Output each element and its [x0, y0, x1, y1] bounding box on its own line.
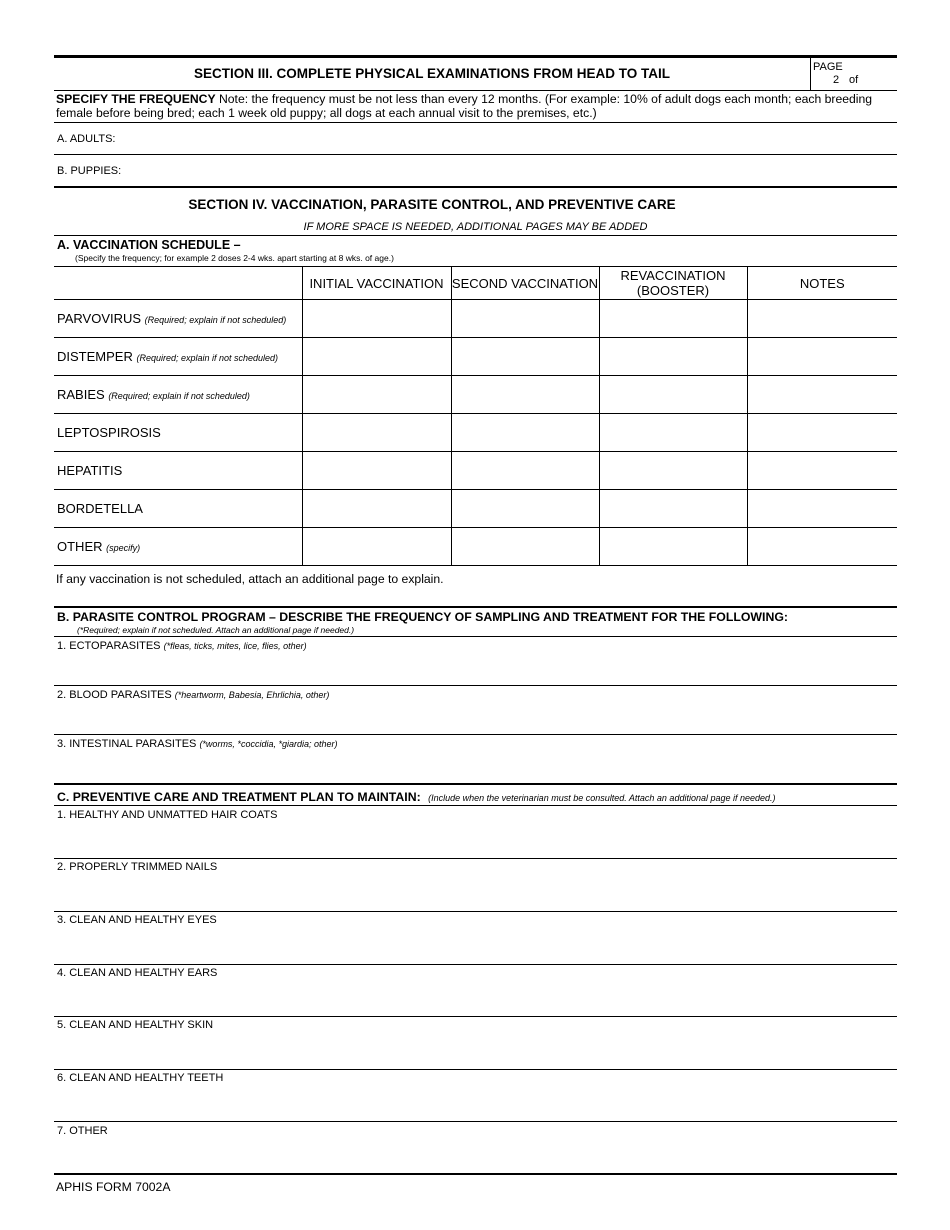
- parasite-item: [57, 640, 307, 652]
- table-row: [54, 528, 897, 566]
- second-vaccination-cell[interactable]: [451, 452, 599, 490]
- rule: [54, 636, 897, 637]
- vaccine-name: OTHER: [57, 539, 103, 554]
- parasite-item-label: 3. INTESTINAL PARASITES: [57, 738, 197, 750]
- rule: [54, 685, 897, 686]
- notes-cell[interactable]: [747, 338, 897, 376]
- rule: [54, 734, 897, 735]
- parasite-item-note: (*fleas, ticks, mites, lice, flies, other): [163, 641, 307, 651]
- page-box-divider: [810, 58, 811, 90]
- row-label: [54, 376, 302, 414]
- initial-vaccination-cell[interactable]: [302, 528, 451, 566]
- thick-rule: [54, 606, 897, 608]
- form-id: APHIS FORM 7002A: [56, 1180, 171, 1194]
- vaccination-table: [54, 266, 897, 566]
- second-vaccination-cell[interactable]: [451, 528, 599, 566]
- rule: [54, 964, 897, 965]
- notes-cell[interactable]: [747, 490, 897, 528]
- second-vaccination-cell[interactable]: [451, 414, 599, 452]
- skin-field[interactable]: [54, 1033, 897, 1068]
- initial-vaccination-cell[interactable]: [302, 452, 451, 490]
- vaccine-name: DISTEMPER: [57, 349, 133, 364]
- table-row: [54, 490, 897, 528]
- revaccination-cell[interactable]: [599, 490, 747, 528]
- notes-cell[interactable]: [747, 414, 897, 452]
- vaccination-header-row: [54, 267, 897, 300]
- revaccination-cell[interactable]: [599, 338, 747, 376]
- nails-field[interactable]: [54, 875, 897, 910]
- col-revaccination: [599, 267, 747, 300]
- parasite-subnote: (*Required; explain if not scheduled. Attach an additional page if needed.): [77, 625, 355, 635]
- row-label: [54, 300, 302, 338]
- preventive-header: [57, 788, 776, 806]
- vaccination-heading: A. VACCINATION SCHEDULE –: [57, 238, 241, 252]
- parasite-item-note: (*worms, *coccidia, *giardia; other): [199, 739, 338, 749]
- puppies-field[interactable]: [54, 156, 897, 186]
- preventive-item-label: 7. OTHER: [57, 1125, 108, 1137]
- teeth-field[interactable]: [54, 1086, 897, 1121]
- intestinal-parasites-field[interactable]: [54, 752, 897, 783]
- parasite-item-label: 2. BLOOD PARASITES: [57, 689, 172, 701]
- rule: [54, 858, 897, 859]
- vaccination-footer-note: If any vaccination is not scheduled, attach an additional page to explain.: [56, 572, 444, 586]
- parasite-item-note: (*heartworm, Babesia, Ehrlichia, other): [174, 690, 330, 700]
- notes-cell[interactable]: [747, 300, 897, 338]
- section3-title: SECTION III. COMPLETE PHYSICAL EXAMINATIONS FROM HEAD TO TAIL: [193, 66, 671, 81]
- vaccine-name: BORDETELLA: [57, 501, 143, 516]
- parasite-item: [57, 689, 329, 701]
- page-of: of: [849, 74, 859, 86]
- frequency-instructions: [56, 92, 898, 120]
- preventive-item-label: 4. CLEAN AND HEALTHY EARS: [57, 967, 218, 979]
- col-second-vaccination: SECOND VACCINATION: [451, 267, 599, 300]
- parasite-heading: B. PARASITE CONTROL PROGRAM – DESCRIBE THE FREQUENCY OF SAMPLING AND TREATMENT FOR THE FOLLOWING:: [57, 610, 788, 624]
- second-vaccination-cell[interactable]: [451, 300, 599, 338]
- row-label: [54, 338, 302, 376]
- header-blank: [54, 267, 302, 300]
- vaccine-note: (Required; explain if not scheduled): [144, 315, 287, 325]
- eyes-field[interactable]: [54, 928, 897, 963]
- rule: [54, 1016, 897, 1017]
- thick-rule: [54, 783, 897, 785]
- table-row: [54, 414, 897, 452]
- table-row: [54, 452, 897, 490]
- ectoparasites-field[interactable]: [54, 654, 897, 685]
- row-label: [54, 528, 302, 566]
- row-label: [54, 414, 302, 452]
- row-label: [54, 490, 302, 528]
- initial-vaccination-cell[interactable]: [302, 300, 451, 338]
- vaccine-name: HEPATITIS: [57, 463, 123, 478]
- revaccination-cell[interactable]: [599, 452, 747, 490]
- rule: [54, 154, 897, 155]
- ears-field[interactable]: [54, 981, 897, 1016]
- second-vaccination-cell[interactable]: [451, 376, 599, 414]
- parasite-item-label: 1. ECTOPARASITES: [57, 640, 161, 652]
- adults-field[interactable]: [54, 124, 897, 154]
- revaccination-cell[interactable]: [599, 414, 747, 452]
- revaccination-cell[interactable]: [599, 528, 747, 566]
- preventive-heading: C. PREVENTIVE CARE AND TREATMENT PLAN TO MAINTAIN:: [57, 790, 421, 804]
- initial-vaccination-cell[interactable]: [302, 414, 451, 452]
- frequency-note: Note: the frequency must be not less than every 12 months. (For example: 10% of adult dogs each month; each breeding female before being bred; each 1 week old puppy; all dogs at each annual visit to the premises, etc.): [56, 92, 873, 120]
- vaccine-note: (Required; explain if not scheduled): [136, 353, 279, 363]
- preventive-item-label: 5. CLEAN AND HEALTHY SKIN: [57, 1019, 214, 1031]
- puppies-label: B. PUPPIES:: [57, 165, 122, 177]
- hair-coats-field[interactable]: [54, 823, 897, 857]
- preventive-item-label: 3. CLEAN AND HEALTHY EYES: [57, 914, 217, 926]
- second-vaccination-cell[interactable]: [451, 490, 599, 528]
- parasite-item: [57, 738, 338, 750]
- rule: [54, 1121, 897, 1122]
- initial-vaccination-cell[interactable]: [302, 490, 451, 528]
- vaccine-note: (Required; explain if not scheduled): [108, 391, 250, 401]
- preventive-item-label: 6. CLEAN AND HEALTHY TEETH: [57, 1072, 224, 1084]
- thick-rule: [54, 186, 897, 188]
- initial-vaccination-cell[interactable]: [302, 338, 451, 376]
- rule: [54, 1069, 897, 1070]
- second-vaccination-cell[interactable]: [451, 338, 599, 376]
- section4-title: SECTION IV. VACCINATION, PARASITE CONTROL, AND PREVENTIVE CARE: [188, 197, 676, 212]
- rule: [54, 805, 897, 806]
- col-revaccination-label: REVACCINATION (BOOSTER): [620, 268, 726, 298]
- section4-subtitle: IF MORE SPACE IS NEEDED, ADDITIONAL PAGES MAY BE ADDED: [303, 221, 648, 233]
- other-care-field[interactable]: [54, 1139, 897, 1173]
- revaccination-cell[interactable]: [599, 300, 747, 338]
- initial-vaccination-cell[interactable]: [302, 376, 451, 414]
- vaccine-name: PARVOVIRUS: [57, 311, 142, 326]
- table-row: [54, 338, 897, 376]
- rule: [54, 911, 897, 912]
- vaccine-name: RABIES: [57, 387, 105, 402]
- preventive-note: (Include when the veterinarian must be consulted. Attach an additional page if needed.): [428, 793, 776, 803]
- frequency-heading: SPECIFY THE FREQUENCY: [56, 92, 216, 106]
- vaccine-name: LEPTOSPIROSIS: [57, 425, 161, 440]
- page-number: 2: [833, 74, 840, 86]
- row-label: [54, 452, 302, 490]
- rule: [54, 122, 897, 123]
- footer-rule: [54, 1173, 897, 1175]
- page-label: PAGE: [813, 61, 843, 73]
- preventive-item-label: 2. PROPERLY TRIMMED NAILS: [57, 861, 218, 873]
- vaccine-note: (specify): [106, 543, 141, 553]
- vaccination-subnote: (Specify the frequency; for example 2 doses 2-4 wks. apart starting at 8 wks. of age.): [75, 253, 394, 263]
- blood-parasites-field[interactable]: [54, 703, 897, 734]
- col-notes: NOTES: [747, 267, 897, 300]
- rule: [54, 235, 897, 236]
- table-row: [54, 300, 897, 338]
- rule: [54, 90, 897, 91]
- adults-label: A. ADULTS:: [57, 133, 116, 145]
- preventive-item-label: 1. HEALTHY AND UNMATTED HAIR COATS: [57, 809, 278, 821]
- notes-cell[interactable]: [747, 452, 897, 490]
- revaccination-cell[interactable]: [599, 376, 747, 414]
- notes-cell[interactable]: [747, 376, 897, 414]
- top-rule: [54, 55, 897, 58]
- col-initial-vaccination: INITIAL VACCINATION: [302, 267, 451, 300]
- table-row: [54, 376, 897, 414]
- notes-cell[interactable]: [747, 528, 897, 566]
